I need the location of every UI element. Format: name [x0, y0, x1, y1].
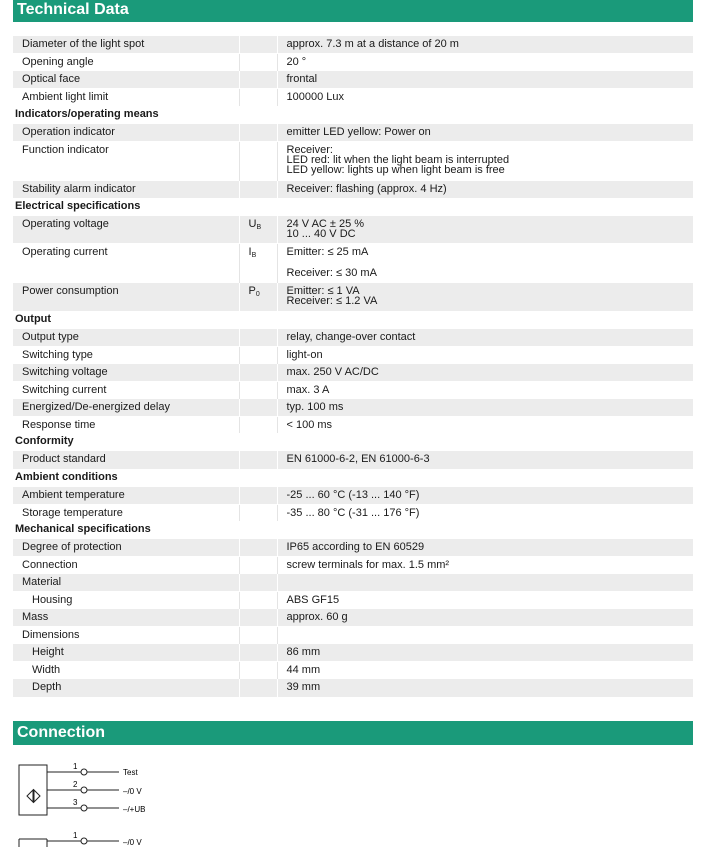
spec-label: Operating voltage	[13, 216, 239, 244]
table-row	[13, 592, 693, 609]
spec-label: Ambient temperature	[13, 486, 239, 504]
spec-label: Opening angle	[13, 54, 239, 71]
spec-label: Depth	[13, 679, 239, 697]
spec-label: Storage temperature	[13, 504, 239, 521]
pin-number: 3	[73, 798, 78, 807]
spec-value: 44 mm	[277, 662, 693, 679]
spec-value: Emitter: ≤ 1 VA Receiver: ≤ 1.2 VA	[277, 283, 693, 311]
spec-label: Dimensions	[13, 627, 239, 644]
spec-label: Housing	[13, 592, 239, 609]
table-row	[13, 574, 693, 592]
table-row	[13, 679, 693, 697]
spec-label: Optical face	[13, 71, 239, 89]
spec-value: relay, change-over contact	[277, 328, 693, 346]
table-row	[13, 36, 693, 54]
spec-value: 39 mm	[277, 679, 693, 697]
pin-label: –/+UB	[123, 805, 146, 814]
spec-value: 100000 Lux	[277, 89, 693, 106]
spec-label: Function indicator	[13, 141, 239, 180]
spec-value: IP65 according to EN 60529	[277, 539, 693, 557]
table-row	[13, 381, 693, 398]
table-row	[13, 328, 693, 346]
table-row	[13, 609, 693, 627]
spec-label: Ambient light limit	[13, 89, 239, 106]
spec-value: 20 °	[277, 54, 693, 71]
spec-label: Diameter of the light spot	[13, 36, 239, 54]
table-row	[13, 141, 693, 180]
spec-value: -25 ... 60 °C (-13 ... 140 °F)	[277, 486, 693, 504]
technical-data-banner: Technical Data	[13, 0, 693, 22]
spec-value: typ. 100 ms	[277, 398, 693, 416]
table-row	[13, 54, 693, 71]
section-heading: Conformity	[13, 433, 693, 451]
spec-label: Operating current	[13, 244, 239, 283]
spec-label: Stability alarm indicator	[13, 180, 239, 198]
pin-number: 1	[73, 762, 78, 771]
spec-value: max. 250 V AC/DC	[277, 363, 693, 381]
wiring-diagram	[13, 757, 213, 847]
spec-value: approx. 7.3 m at a distance of 20 m	[277, 36, 693, 54]
spec-label: Switching current	[13, 381, 239, 398]
spec-label: Product standard	[13, 451, 239, 469]
pin-row	[47, 762, 138, 777]
table-row	[13, 504, 693, 521]
table-row	[13, 398, 693, 416]
spec-value: < 100 ms	[277, 416, 693, 433]
table-row	[13, 71, 693, 89]
spec-label: Power consumption	[13, 283, 239, 311]
table-row	[13, 416, 693, 433]
pin-label: –/0 V	[123, 787, 142, 796]
transceiver-symbol-icon	[27, 790, 40, 802]
spec-label: Switching type	[13, 346, 239, 363]
spec-value: Emitter: ≤ 25 mA Receiver: ≤ 30 mA	[277, 244, 693, 283]
table-row	[13, 644, 693, 662]
table-row	[13, 283, 693, 311]
section-heading: Ambient conditions	[13, 469, 693, 487]
pin-label: –/0 V	[123, 838, 142, 847]
spec-label: Response time	[13, 416, 239, 433]
spec-label: Output type	[13, 328, 239, 346]
spec-label: Height	[13, 644, 239, 662]
spec-value: frontal	[277, 71, 693, 89]
table-row	[13, 627, 693, 644]
spec-label: Switching voltage	[13, 363, 239, 381]
spec-value: screw terminals for max. 1.5 mm²	[277, 557, 693, 574]
pin-label: Test	[123, 768, 138, 777]
spec-label: Degree of protection	[13, 539, 239, 557]
table-row	[13, 346, 693, 363]
section-heading: Mechanical specifications	[13, 521, 693, 539]
spec-label: Connection	[13, 557, 239, 574]
connection-banner: Connection	[13, 721, 693, 745]
spec-label: Operation indicator	[13, 123, 239, 141]
spec-symbol: P0	[239, 283, 277, 311]
pin-row	[47, 798, 145, 814]
spec-label: Material	[13, 574, 239, 592]
spec-symbol: UB	[239, 216, 277, 244]
table-row	[13, 662, 693, 679]
spec-value: -35 ... 80 °C (-31 ... 176 °F)	[277, 504, 693, 521]
pin-row	[47, 831, 142, 847]
spec-value: 86 mm	[277, 644, 693, 662]
spec-value: approx. 60 g	[277, 609, 693, 627]
spec-value: 24 V AC ± 25 % 10 ... 40 V DC	[277, 216, 693, 244]
spec-symbol: IB	[239, 244, 277, 283]
spec-value: emitter LED yellow: Power on	[277, 123, 693, 141]
pin-row	[47, 780, 142, 796]
spec-value: EN 61000-6-2, EN 61000-6-3	[277, 451, 693, 469]
section-heading: Electrical specifications	[13, 198, 693, 216]
table-row	[13, 89, 693, 106]
table-row	[13, 216, 693, 244]
table-row	[13, 363, 693, 381]
table-row	[13, 123, 693, 141]
section-heading: Indicators/operating means	[13, 106, 693, 124]
pin-number: 1	[73, 831, 78, 840]
table-row	[13, 486, 693, 504]
spec-label: Energized/De-energized delay	[13, 398, 239, 416]
table-row	[13, 180, 693, 198]
table-row	[13, 557, 693, 574]
spec-value: max. 3 A	[277, 381, 693, 398]
spec-value: light-on	[277, 346, 693, 363]
table-row	[13, 451, 693, 469]
spec-label: Width	[13, 662, 239, 679]
spec-value: ABS GF15	[277, 592, 693, 609]
technical-data-table	[13, 35, 693, 697]
spec-value: Receiver: flashing (approx. 4 Hz)	[277, 180, 693, 198]
pin-number: 2	[73, 780, 78, 789]
section-heading: Output	[13, 311, 693, 329]
table-row	[13, 244, 693, 283]
spec-value: Receiver: LED red: lit when the light beam is interrupted LED yellow: lights up when light beam is free	[277, 141, 693, 180]
spec-label: Mass	[13, 609, 239, 627]
table-row	[13, 539, 693, 557]
